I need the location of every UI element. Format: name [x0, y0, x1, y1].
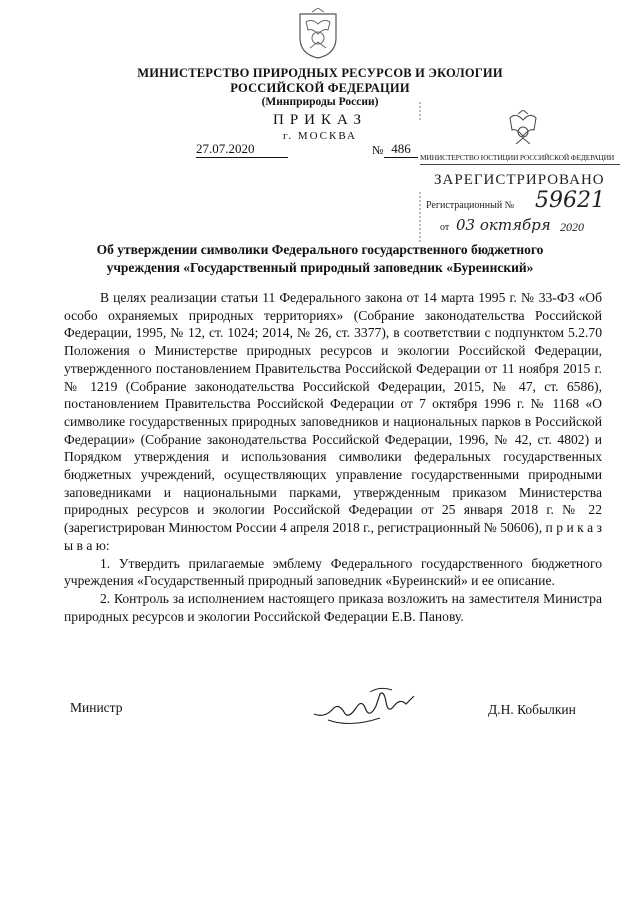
stamp-from-date: 03 октября: [456, 216, 551, 234]
handwritten-signature: [310, 684, 420, 732]
document-city: г. МОСКВА: [283, 130, 357, 142]
stamp-emblem-icon: [506, 110, 540, 150]
number-sign: №: [372, 143, 384, 157]
stamp-year: 2020: [560, 220, 584, 234]
document-type: ПРИКАЗ: [273, 112, 367, 128]
stamp-ministry-name: МИНИСТЕРСТВО ЮСТИЦИИ РОССИЙСКОЙ ФЕДЕРАЦИИ: [420, 153, 615, 162]
preamble-paragraph: В целях реализации статьи 11 Федерального закона от 14 марта 1995 г. № 33-ФЗ «Об особо охраняемых природных территориях» (Собрание законодательства Российской Федерации, 1995, № 12, ст. 1024; 2014, № 26, ст. 3377), в соответствии с подпунктом 5.2.70 Положения о Министерстве природных ресурсов и экологии Российской Федерации, утвержденного постановлением Правительства Российской Федерации от 11 ноября 2015 г. № 1219 (Собрание законодательства Российской Федерации, 2015, № 47, ст. 6586), постановлением Правительства Российской Федерации от 7 октября 1996 г. № 1168 «О символике государственных природных заповедников и национальных парков в Российской Федерации» (Собрание законодательства Российской Федерации, 1996, № 42, ст. 4802) и Порядком утверждения и использования символики федеральных государственных бюджетных учреждений, осуществляющих управление государственными природными заповедниками и национальными парками, утвержденным приказом Министерства природных ресурсов и экологии Российской Федерации от 25 января 2018 г. № 22 (зарегистрирован Минюстом России 4 апреля 2018 г., регистрационный № 50606), п р и к а з ы в а ю:: [64, 290, 602, 553]
ministry-name-line2: РОССИЙСКОЙ ФЕДЕРАЦИИ: [230, 81, 410, 95]
document-body: [64, 289, 602, 625]
stamp-from-label: от: [440, 222, 450, 233]
ministry-name-line1: МИНИСТЕРСТВО ПРИРОДНЫХ РЕСУРСОВ И ЭКОЛОГИИ: [137, 66, 503, 80]
signatory-name: Д.Н. Кобылкин: [488, 702, 576, 717]
document-date: 27.07.2020: [196, 141, 288, 158]
order-item-2: 2. Контроль за исполнением настоящего приказа возложить на заместителя Министра природных ресурсов и экологии Российской Федерации Е.В. Панову.: [64, 590, 602, 624]
order-item-1: 1. Утвердить прилагаемые эмблему Федерального государственного бюджетного учреждения «Государственный природный заповедник «Буреинский» и ее описание.: [64, 555, 602, 589]
ministry-short-name: (Минприроды России): [261, 96, 379, 108]
stamp-registered-label: ЗАРЕГИСТРИРОВАНО: [434, 172, 605, 188]
stamp-registration-label: Регистрационный №: [426, 200, 515, 211]
signatory-position: Министр: [70, 700, 123, 715]
coat-of-arms-icon: [296, 8, 340, 60]
stamp-registration-number: 59621: [535, 188, 605, 213]
document-title: Об утверждении символики Федерального государственного бюджетного учреждения «Государственный природный заповедник «Буреинский»: [96, 242, 544, 275]
stamp-divider: [420, 164, 620, 165]
document-number: 486: [384, 141, 418, 158]
